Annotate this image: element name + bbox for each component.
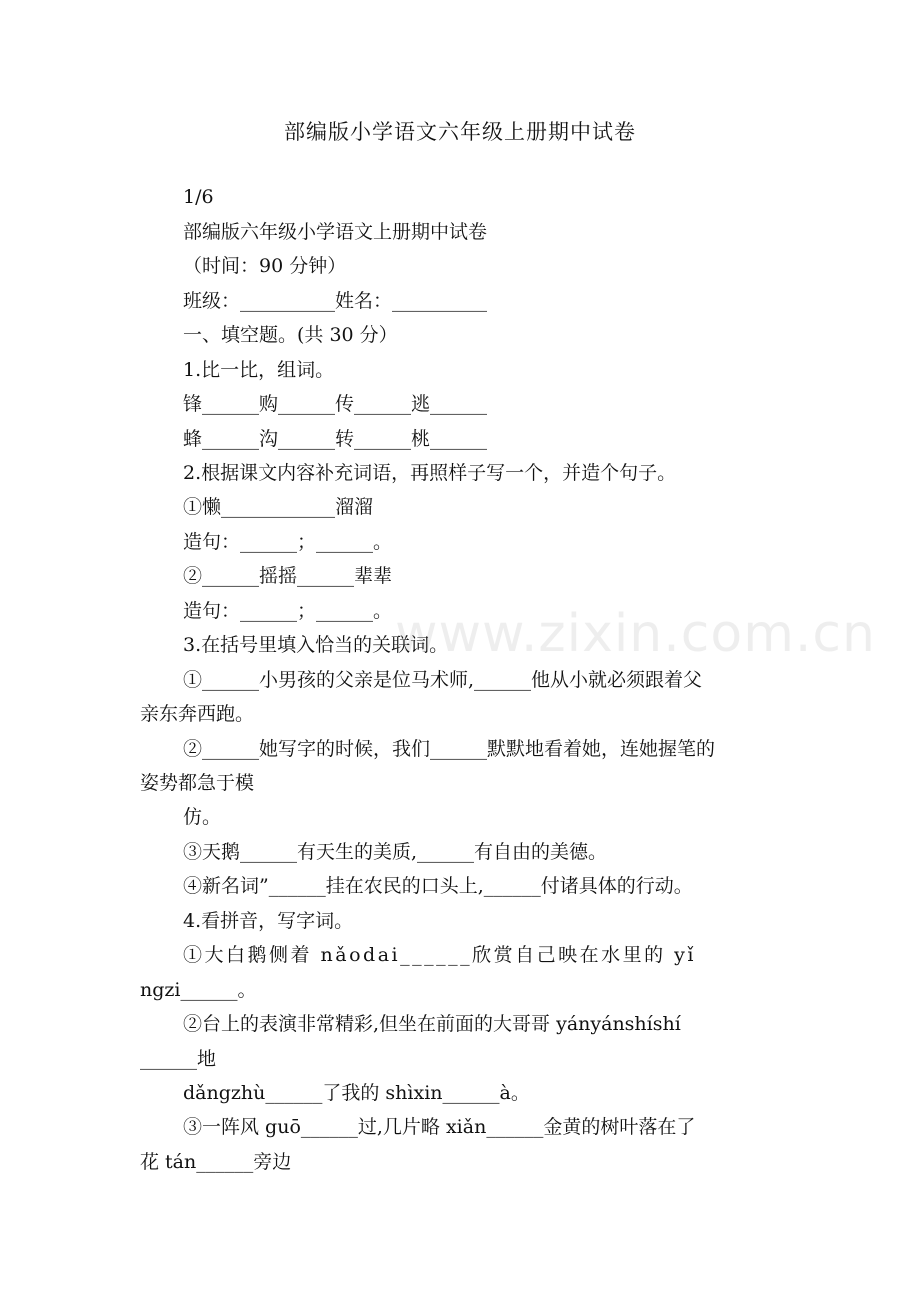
watermark: www.zixin.com.cn: [395, 604, 876, 664]
q3-item-3: ③天鹅______有天生的美质,______有自由的美德。: [183, 841, 608, 863]
section-heading: 一、填空题。(共 30 分）: [183, 324, 398, 346]
student-info: 班级：__________姓名：__________: [183, 290, 488, 312]
question-1: 1.比一比，组词。: [183, 359, 335, 381]
q2-sentence-1: 造句：______；______。: [183, 531, 393, 553]
q3-item-4: ④新名词”______挂在农民的口头上,______付诸具体的行动。: [183, 875, 693, 897]
question-2: 2.根据课文内容补充词语，再照样子写一个，并造个句子。: [183, 462, 677, 484]
q4-item-2: ②台上的表演非常精彩,但坐在前面的大哥哥 yányánshíshí: [183, 1013, 681, 1035]
q4-item-3-cont: 花 tán______旁边: [140, 1151, 292, 1173]
exam-title: 部编版六年级小学语文上册期中试卷: [183, 221, 488, 243]
q3-item-2-cont-2: 仿。: [183, 806, 222, 828]
q2-item-1: ①懒____________溜溜: [183, 496, 374, 518]
page-title: 部编版小学语文六年级上册期中试卷: [284, 120, 636, 144]
question-3: 3.在括号里填入恰当的关联词。: [183, 634, 449, 656]
q4-item-2-cont-2: dǎngzhù______了我的 shìxin______à。: [183, 1082, 530, 1104]
q1-row-1: 锋______购______传______逃______: [183, 393, 488, 415]
question-4: 4.看拼音，写字词。: [183, 910, 354, 932]
q4-item-1-cont: ngzi______。: [140, 979, 257, 1001]
q1-row-2: 蜂______沟______转______桃______: [183, 428, 488, 450]
q3-item-2: ②______她写字的时候，我们______默默地看着她，连她握笔的: [183, 738, 716, 760]
q4-item-3: ③一阵风 guō______过,几片略 xiǎn______金黄的树叶落在了: [183, 1116, 696, 1138]
q4-item-1: ①大白鹅侧着 nǎodai______欣赏自己映在水里的 yǐ: [183, 944, 696, 966]
q2-item-2: ②______摇摇______辈辈: [183, 565, 393, 587]
q3-item-1: ①______小男孩的父亲是位马术师,______他从小就必须跟着父: [183, 669, 703, 691]
q2-sentence-2: 造句：______；______。: [183, 600, 393, 622]
page-number: 1/6: [183, 186, 214, 208]
q3-item-1-cont: 亲东奔西跑。: [140, 703, 255, 725]
exam-duration: （时间：90 分钟）: [183, 255, 347, 277]
q4-item-2-cont: ______地: [140, 1048, 217, 1070]
q3-item-2-cont: 姿势都急于模: [140, 772, 255, 794]
